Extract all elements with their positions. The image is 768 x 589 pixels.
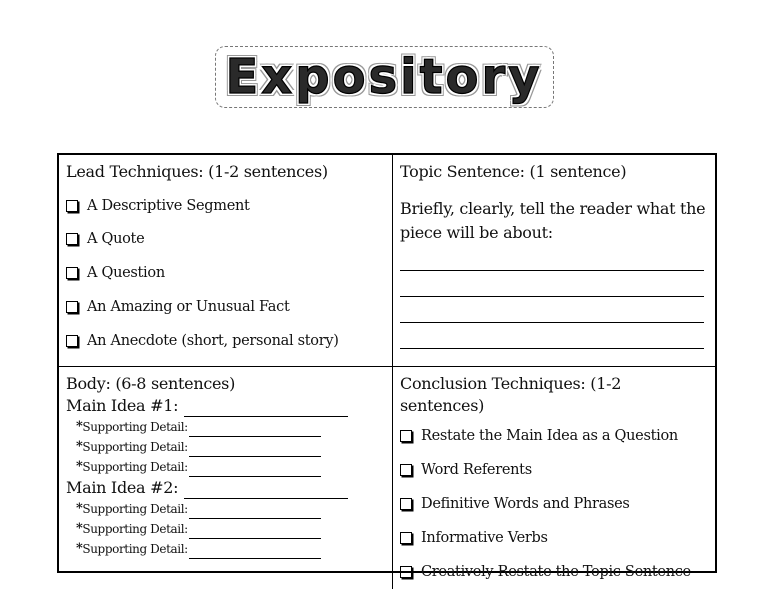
checkbox-icon[interactable]: [66, 301, 78, 313]
writing-line[interactable]: [400, 323, 704, 349]
checkbox-icon[interactable]: [400, 532, 412, 544]
body-cell: [59, 367, 393, 589]
lead-item-label: An Anecdote (short, personal story): [87, 333, 339, 349]
bullet-star-icon: *: [76, 459, 83, 474]
lead-item-quote[interactable]: [66, 222, 385, 256]
writing-line[interactable]: [400, 245, 704, 271]
conclusion-item-word-referents[interactable]: [400, 453, 708, 487]
checkbox-icon[interactable]: [66, 200, 78, 212]
conclusion-item-label: Word Referents: [421, 462, 532, 478]
conclusion-item-definitive-words[interactable]: [400, 487, 708, 521]
page-title: Expository: [215, 46, 554, 108]
main-idea-label: Main Idea #2:: [66, 478, 179, 497]
main-idea-1: [66, 395, 385, 417]
bullet-star-icon: *: [76, 501, 83, 516]
lead-item-label: An Amazing or Unusual Fact: [87, 299, 290, 315]
writing-line[interactable]: [400, 271, 704, 297]
lead-techniques-cell: [59, 155, 393, 367]
title-container: [0, 46, 768, 108]
supporting-detail-label: Supporting Detail:: [82, 542, 188, 556]
conclusion-heading: Conclusion Techniques: (1-2 sentences): [400, 374, 622, 415]
conclusion-item-restate-question[interactable]: [400, 419, 708, 453]
supporting-detail-label: Supporting Detail:: [82, 420, 188, 434]
bullet-star-icon: *: [76, 541, 83, 556]
organizer-table: [57, 153, 717, 580]
bullet-star-icon: *: [76, 439, 83, 454]
conclusion-item-label: Definitive Words and Phrases: [421, 496, 630, 512]
main-idea-blank[interactable]: [184, 483, 348, 499]
lead-item-question[interactable]: [66, 256, 385, 290]
conclusion-item-label: Restate the Main Idea as a Question: [421, 428, 678, 444]
conclusion-item-restate-topic[interactable]: [400, 555, 708, 589]
writing-line[interactable]: [400, 297, 704, 323]
bullet-star-icon: *: [76, 419, 83, 434]
supporting-detail-blank[interactable]: [189, 424, 321, 437]
conclusion-cell: [393, 367, 715, 589]
main-idea-blank[interactable]: [184, 401, 348, 417]
body-heading: Body: (6-8 sentences): [66, 374, 236, 393]
conclusion-item-label: Creatively Restate the Topic Sentence: [421, 564, 691, 580]
checkbox-icon[interactable]: [400, 498, 412, 510]
lead-item-label: A Question: [87, 265, 165, 281]
supporting-detail: [66, 417, 385, 437]
conclusion-item-label: Informative Verbs: [421, 530, 548, 546]
supporting-detail: [66, 539, 385, 559]
supporting-detail-blank[interactable]: [189, 506, 321, 519]
lead-item-label: A Quote: [87, 231, 145, 247]
bullet-star-icon: *: [76, 521, 83, 536]
lead-techniques-list: [66, 189, 385, 358]
supporting-detail: [66, 519, 385, 539]
checkbox-icon[interactable]: [400, 566, 412, 578]
supporting-detail-label: Supporting Detail:: [82, 460, 188, 474]
checkbox-icon[interactable]: [400, 430, 412, 442]
supporting-detail-label: Supporting Detail:: [82, 440, 188, 454]
main-idea-2: [66, 477, 385, 499]
checkbox-icon[interactable]: [400, 464, 412, 476]
supporting-detail-label: Supporting Detail:: [82, 502, 188, 516]
checkbox-icon[interactable]: [66, 335, 78, 347]
supporting-detail-blank[interactable]: [189, 526, 321, 539]
checkbox-icon[interactable]: [66, 233, 78, 245]
supporting-detail-label: Supporting Detail:: [82, 522, 188, 536]
supporting-detail: [66, 499, 385, 519]
main-idea-label: Main Idea #1:: [66, 396, 179, 415]
lead-techniques-heading: Lead Techniques: (1-2 sentences): [66, 162, 328, 181]
lead-item-label: A Descriptive Segment: [87, 197, 250, 214]
topic-sentence-cell: [393, 155, 715, 367]
lead-item-amazing-fact[interactable]: [66, 290, 385, 324]
supporting-detail-blank[interactable]: [189, 546, 321, 559]
supporting-detail-blank[interactable]: [189, 444, 321, 457]
topic-sentence-heading: Topic Sentence: (1 sentence): [400, 162, 627, 181]
supporting-detail: [66, 437, 385, 457]
conclusion-list: [400, 419, 708, 589]
supporting-detail-blank[interactable]: [189, 464, 321, 477]
supporting-detail: [66, 457, 385, 477]
checkbox-icon[interactable]: [66, 267, 78, 279]
lead-item-descriptive-segment[interactable]: [66, 189, 385, 222]
conclusion-item-informative-verbs[interactable]: [400, 521, 708, 555]
topic-sentence-prompt: Briefly, clearly, tell the reader what the piece will be about:: [400, 199, 706, 242]
lead-item-anecdote[interactable]: [66, 324, 385, 358]
